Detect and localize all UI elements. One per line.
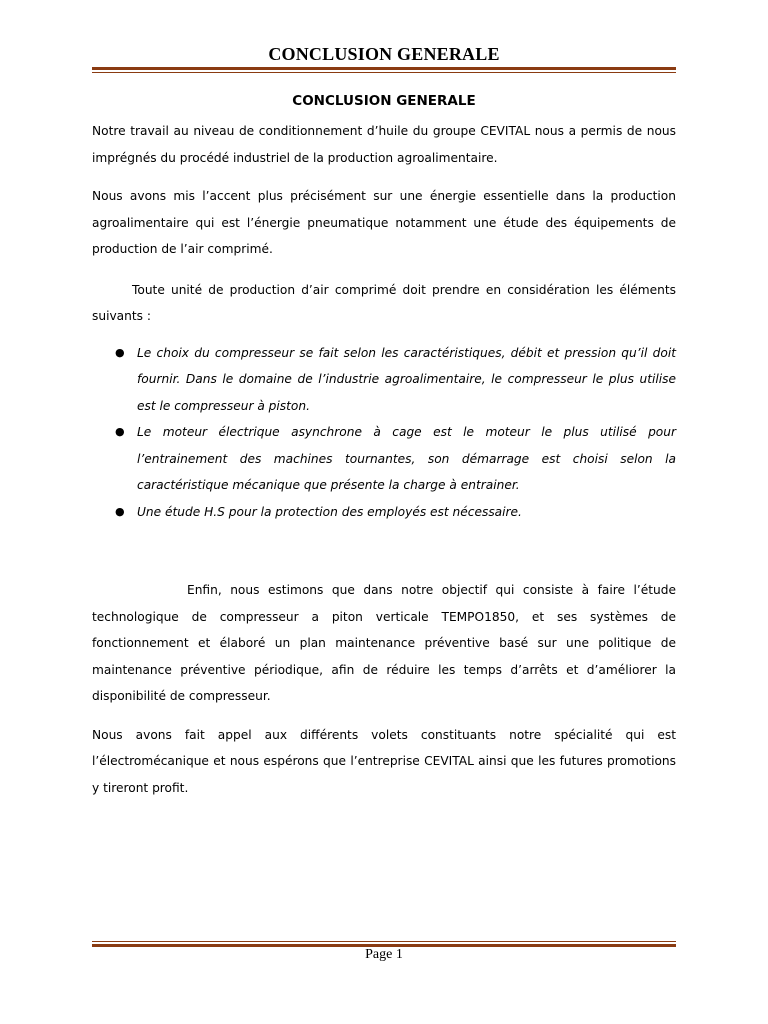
list-item-text: Le choix du compresseur se fait selon les caractéristiques, débit et pression qu’il doit fournir. Dans le domaine de l’industrie agroalimentaire, le compresseur le plus utilise est le compresseur à piston. [137,345,676,413]
paragraph-energy: Nous avons mis l’accent plus précisément sur une énergie essentielle dans la production agroalimentaire qui est l’énergie pneumatique notamment une étude des équipements de production de l’air comprimé. [92,189,676,256]
page-number: Page 1 [365,947,403,962]
list-item [92,419,676,499]
footer-rule-thin-line [92,941,676,942]
bullet-list [92,340,676,526]
paragraph-conclusion: Enfin, nous estimons que dans notre objectif qui consiste à faire l’étude technologique de compresseur a piton verticale TEMPO1850, et ses systèmes de fonctionnement et élaboré un plan maintenance préventive basé sur une politique de maintenance préventive périodique, afin de réduire les temps d’arrêts et d’améliorer la disponibilité de compresseur. [92,583,676,703]
header-rule-thin-line [92,72,676,73]
paragraph-elements: Toute unité de production d’air comprimé doit prendre en considération les éléments suivants : [92,282,676,323]
list-item-text: Une étude H.S pour la protection des employés est nécessaire. [137,504,522,519]
header-rule [92,67,676,73]
running-header-title: CONCLUSION GENERALE [268,44,500,64]
page-body [92,90,676,813]
bullet-icon: ● [115,345,125,359]
bullet-icon: ● [115,425,125,438]
bullet-icon: ● [115,504,125,518]
list-item [92,340,676,420]
paragraph-intro: Notre travail au niveau de conditionnement d’huile du groupe CEVITAL nous a permis de nous imprégnés du procédé industriel de la production agroalimentaire. [92,124,676,165]
header-rule-thick-line [92,67,676,70]
list-item [92,499,676,526]
list-item-text: Le moteur électrique asynchrone à cage est le moteur le plus utilisé pour l’entrainement des machines tournantes, son démarrage est choisi selon la caractéristique mécanique que présente la charge à entrainer. [137,425,676,492]
section-title: CONCLUSION GENERALE [292,93,476,109]
paragraph-closing: Nous avons fait appel aux différents volets constituants notre spécialité qui est l’électromécanique et nous espérons que l’entreprise CEVITAL ainsi que les futures promotions y tireront profit. [92,727,676,795]
